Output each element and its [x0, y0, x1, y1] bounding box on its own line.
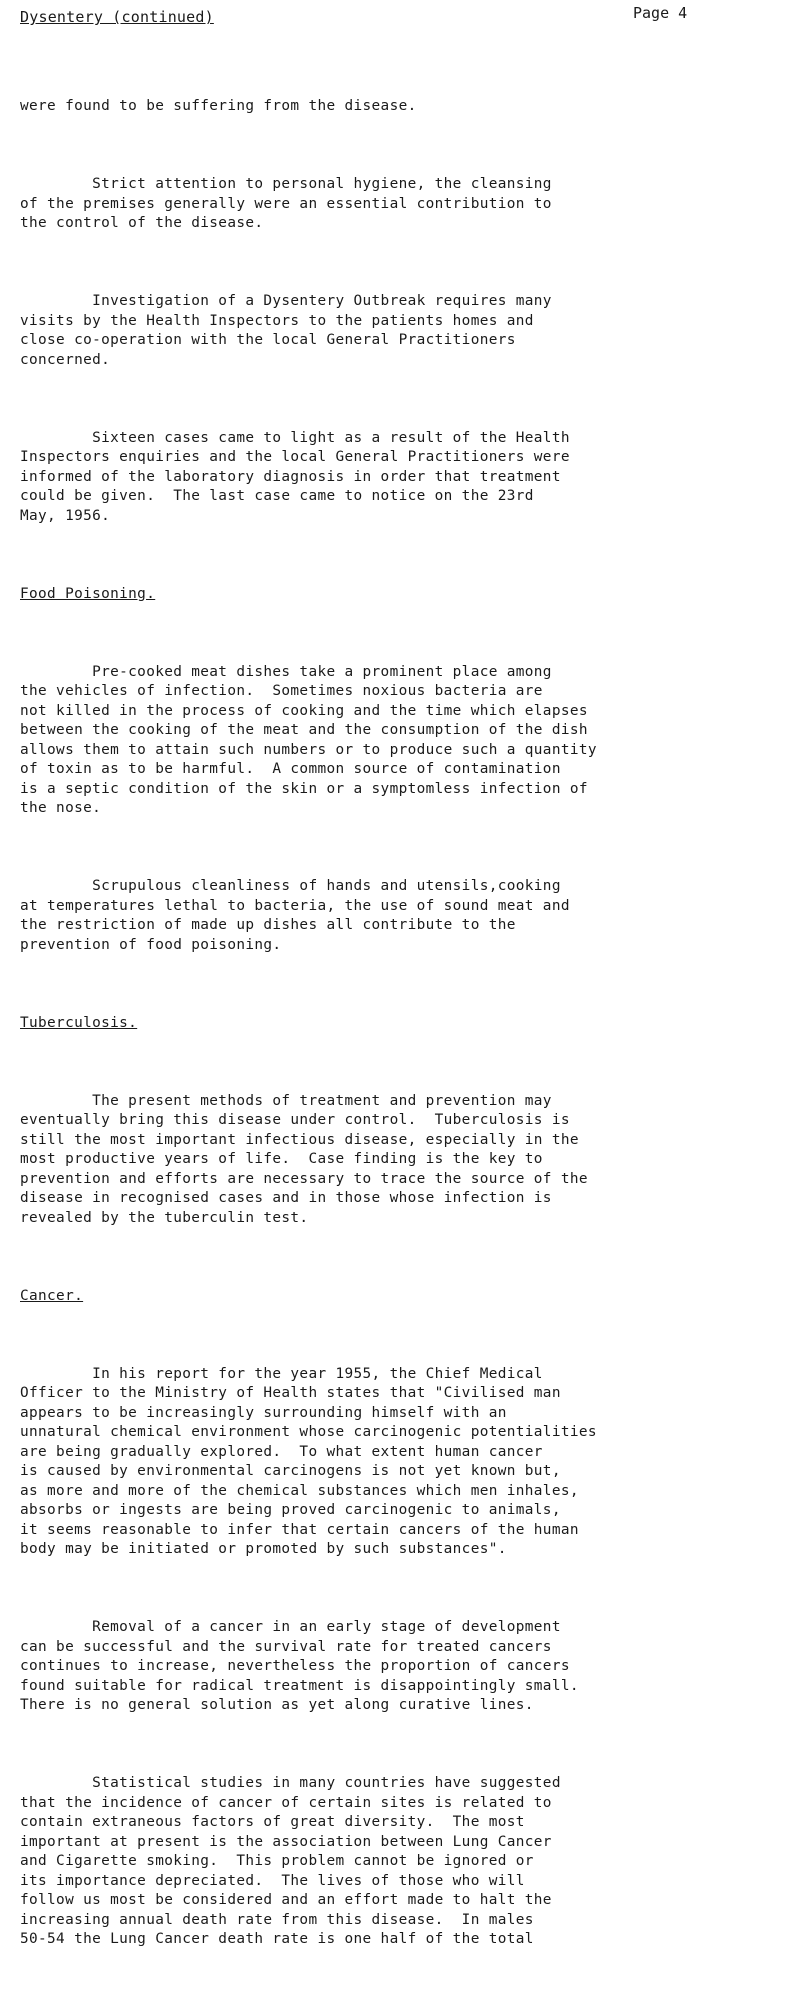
section-heading-food-poisoning: Food Poisoning. — [20, 585, 156, 602]
paragraph: Scrupulous cleanliness of hands and utensils,cooking at temperatures lethal to bacteria, the use of sound meat and the restriction of made up dishes all contribute to the prevention of food poisoning. — [20, 878, 570, 953]
report-body — [20, 58, 790, 2008]
paragraph: In his report for the year 1955, the Chief Medical Officer to the Ministry of Health states that "Civilised man appears to be increasingly surrounding himself with an unnatural chemical environment whose carcinogenic potentialities are being gradually explored. To what extent human cancer is caused by environmental carcinogens is not yet known but, as more and more of the chemical substances which men inhales, absorbs or ingests are being proved carcinogenic to animals, it seems reasonable to infer that certain cancers of the human body may be initiated or promoted by such substances". — [20, 1365, 597, 1557]
section-heading-tuberculosis: Tuberculosis. — [20, 1014, 138, 1031]
paragraph: Strict attention to personal hygiene, the cleansing of the premises generally were an essential contribution to the control of the disease. — [20, 176, 552, 231]
running-title — [20, 8, 214, 26]
running-title-text: Dysentery (continued) — [20, 8, 214, 26]
paragraph: were found to be suffering from the disease. — [20, 98, 417, 114]
paragraph: Pre-cooked meat dishes take a prominent place among the vehicles of infection. Sometimes noxious bacteria are not killed in the process of cooking and the time which elapses between the cooking of the meat and the consumption of the dish allows them to attain such numbers or to produce such a quantity of toxin as to be harmful. A common source of contamination is a septic condition of the skin or a symptomless infection of the nose. — [20, 663, 597, 816]
paragraph: Sixteen cases came to light as a result of the Health Inspectors enquiries and the local General Practitioners were informed of the laboratory diagnosis in order that treatment could be given. The last case came to notice on the 23rd May, 1956. — [20, 429, 570, 524]
paragraph: Removal of a cancer in an early stage of development can be successful and the survival rate for treated cancers continues to increase, nevertheless the proportion of cancers found suitable for radical treatment is disappointingly small. There is no general solution as yet along curative lines. — [20, 1619, 579, 1713]
page-number: Page 4 — [633, 4, 688, 22]
paragraph: The present methods of treatment and prevention may eventually bring this disease under control. Tuberculosis is still the most important infectious disease, especially in the most productive years of life. Case finding is the key to prevention and efforts are necessary to trace the source of the disease in recognised cases and in those whose infection is revealed by the tuberculin test. — [20, 1092, 588, 1226]
paragraph: Statistical studies in many countries have suggested that the incidence of cancer of certain sites is related to contain extraneous factors of great diversity. The most important at present is the association between Lung Cancer and Cigarette smoking. This problem cannot be ignored or its importance depreciated. The lives of those who will follow us most be considered and an effort made to halt the increasing annual death rate from this disease. In males 50-54 the Lung Cancer death rate is one half of the total — [20, 1775, 561, 1947]
paragraph: Investigation of a Dysentery Outbreak requires many visits by the Health Inspectors to the patients homes and close co-operation with the local General Practitioners concerned. — [20, 293, 552, 368]
section-heading-cancer: Cancer. — [20, 1287, 84, 1304]
